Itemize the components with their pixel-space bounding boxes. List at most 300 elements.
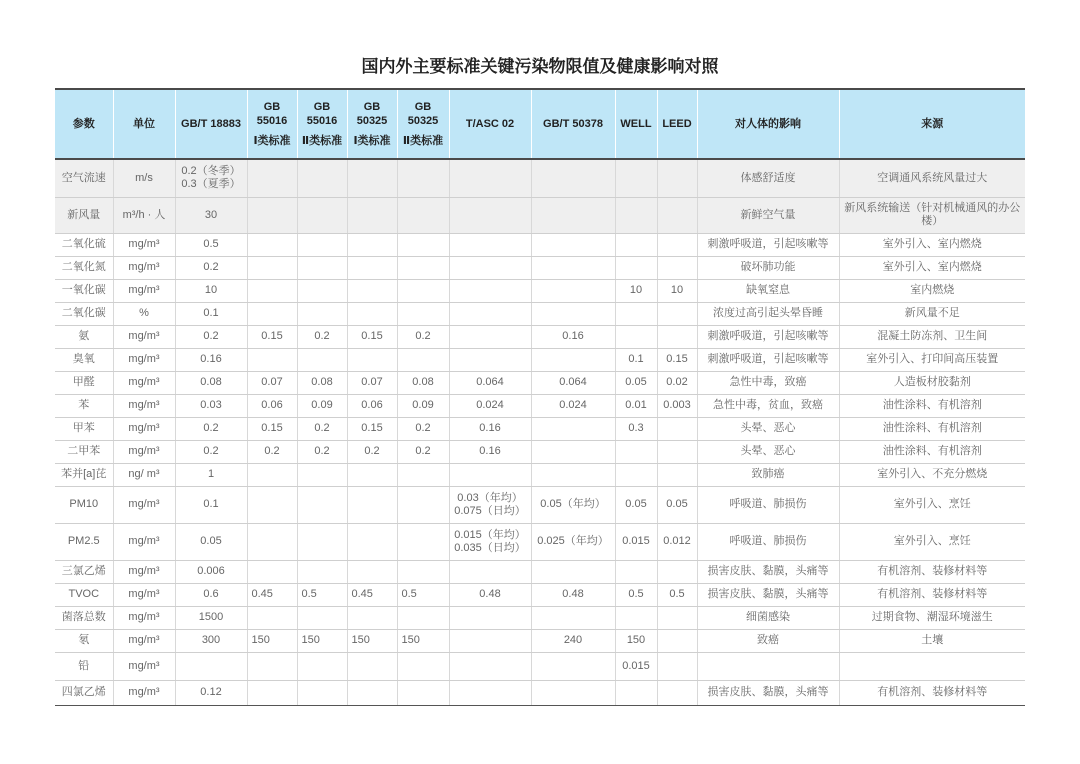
cell-gbt50378: 240 — [531, 629, 615, 652]
cell-well — [615, 680, 657, 705]
col-header-gb55016-1 — [247, 89, 297, 159]
col-header-sublabel: Ⅱ类标准 — [301, 135, 343, 147]
cell-source: 室外引入、打印间高压装置 — [839, 348, 1025, 371]
cell-source: 有机溶剂、装修材料等 — [839, 583, 1025, 606]
col-header-tasc02: T/ASC 02 — [449, 89, 531, 159]
cell-leed — [657, 463, 697, 486]
col-header-label: GB 50325 — [356, 101, 388, 127]
table-row — [55, 523, 1025, 560]
cell-unit: mg/m³ — [113, 680, 175, 705]
cell-param: 氨 — [55, 325, 113, 348]
cell-gb55016-1 — [247, 233, 297, 256]
cell-gb55016-2 — [297, 463, 347, 486]
cell-well: 150 — [615, 629, 657, 652]
cell-gb55016-1: 0.45 — [247, 583, 297, 606]
cell-well: 0.05 — [615, 486, 657, 523]
table-row — [55, 371, 1025, 394]
cell-leed — [657, 325, 697, 348]
cell-source: 油性涂料、有机溶剂 — [839, 440, 1025, 463]
cell-source: 室外引入、烹饪 — [839, 523, 1025, 560]
cell-gb55016-2 — [297, 652, 347, 680]
cell-tasc02 — [449, 197, 531, 233]
cell-gb55016-1: 0.15 — [247, 325, 297, 348]
cell-unit: m/s — [113, 159, 175, 197]
cell-gb55016-2 — [297, 523, 347, 560]
cell-gbt50378 — [531, 159, 615, 197]
cell-gb50325-1 — [347, 348, 397, 371]
cell-param: 臭氧 — [55, 348, 113, 371]
col-header-well: WELL — [615, 89, 657, 159]
cell-gb50325-2 — [397, 348, 449, 371]
cell-gb55016-2 — [297, 348, 347, 371]
cell-source: 空调通风系统风量过大 — [839, 159, 1025, 197]
cell-source: 过期食物、潮湿环境滋生 — [839, 606, 1025, 629]
cell-gb50325-1 — [347, 233, 397, 256]
cell-param: 三氯乙烯 — [55, 560, 113, 583]
cell-well — [615, 560, 657, 583]
cell-gbt50378: 0.025（年均） — [531, 523, 615, 560]
cell-gb50325-1: 0.06 — [347, 394, 397, 417]
cell-gb55016-1 — [247, 463, 297, 486]
cell-param: 苯并[a]芘 — [55, 463, 113, 486]
cell-gb50325-1 — [347, 652, 397, 680]
cell-gb50325-1 — [347, 159, 397, 197]
cell-gb50325-2 — [397, 279, 449, 302]
cell-unit: mg/m³ — [113, 560, 175, 583]
cell-well — [615, 256, 657, 279]
cell-well — [615, 606, 657, 629]
cell-unit: m³/h · 人 — [113, 197, 175, 233]
cell-gb55016-1: 150 — [247, 629, 297, 652]
col-header-gbt18883: GB/T 18883 — [175, 89, 247, 159]
cell-tasc02: 0.16 — [449, 440, 531, 463]
cell-gb50325-2 — [397, 652, 449, 680]
cell-tasc02 — [449, 560, 531, 583]
cell-gbt18883: 0.2 — [175, 440, 247, 463]
col-header-sublabel: Ⅰ类标准 — [353, 135, 391, 147]
cell-param: 二氧化碳 — [55, 302, 113, 325]
cell-gb55016-2: 0.5 — [297, 583, 347, 606]
cell-effect: 致肺癌 — [697, 463, 839, 486]
cell-param: TVOC — [55, 583, 113, 606]
cell-param: 菌落总数 — [55, 606, 113, 629]
cell-leed — [657, 652, 697, 680]
cell-effect: 破坏肺功能 — [697, 256, 839, 279]
cell-gb50325-2: 0.08 — [397, 371, 449, 394]
cell-gb50325-2: 0.2 — [397, 440, 449, 463]
cell-unit: mg/m³ — [113, 348, 175, 371]
cell-source: 新风系统输送（针对机械通风的办公楼） — [839, 197, 1025, 233]
cell-effect: 新鲜空气量 — [697, 197, 839, 233]
cell-gb50325-1: 0.07 — [347, 371, 397, 394]
cell-source: 新风量不足 — [839, 302, 1025, 325]
cell-param: 新风量 — [55, 197, 113, 233]
cell-gb50325-1 — [347, 279, 397, 302]
table-row — [55, 159, 1025, 197]
cell-gb50325-2: 0.5 — [397, 583, 449, 606]
cell-effect: 浓度过高引起头晕昏睡 — [697, 302, 839, 325]
cell-gbt50378 — [531, 560, 615, 583]
cell-gb55016-1 — [247, 606, 297, 629]
cell-gb50325-2 — [397, 560, 449, 583]
cell-param: 铅 — [55, 652, 113, 680]
cell-gbt18883 — [175, 652, 247, 680]
cell-gb55016-1 — [247, 256, 297, 279]
cell-leed: 0.02 — [657, 371, 697, 394]
cell-source: 土壤 — [839, 629, 1025, 652]
cell-source: 室内燃烧 — [839, 279, 1025, 302]
cell-gbt18883: 1500 — [175, 606, 247, 629]
cell-tasc02 — [449, 279, 531, 302]
cell-leed: 0.15 — [657, 348, 697, 371]
cell-source: 混凝土防冻剂、卫生间 — [839, 325, 1025, 348]
page-title: 国内外主要标准关键污染物限值及健康影响对照 — [361, 57, 719, 77]
table-row — [55, 629, 1025, 652]
cell-gb55016-2 — [297, 680, 347, 705]
cell-unit: mg/m³ — [113, 606, 175, 629]
col-header-gb55016-2 — [297, 89, 347, 159]
cell-gbt50378 — [531, 256, 615, 279]
cell-gb55016-1: 0.2 — [247, 440, 297, 463]
cell-unit: mg/m³ — [113, 325, 175, 348]
cell-gb50325-1 — [347, 523, 397, 560]
cell-tasc02 — [449, 680, 531, 705]
cell-param: 二甲苯 — [55, 440, 113, 463]
cell-gb50325-2 — [397, 159, 449, 197]
cell-gbt18883: 0.05 — [175, 523, 247, 560]
col-header-unit: 单位 — [113, 89, 175, 159]
cell-well: 0.01 — [615, 394, 657, 417]
cell-gbt50378: 0.024 — [531, 394, 615, 417]
col-header-gb50325-1 — [347, 89, 397, 159]
cell-gb50325-1 — [347, 302, 397, 325]
table-row — [55, 652, 1025, 680]
table-row — [55, 486, 1025, 523]
cell-well — [615, 159, 657, 197]
cell-gb50325-1 — [347, 560, 397, 583]
cell-param: 甲苯 — [55, 417, 113, 440]
cell-well: 0.015 — [615, 652, 657, 680]
cell-effect: 细菌感染 — [697, 606, 839, 629]
cell-tasc02 — [449, 463, 531, 486]
cell-gb55016-2 — [297, 256, 347, 279]
table-row — [55, 560, 1025, 583]
cell-source: 室外引入、室内燃烧 — [839, 256, 1025, 279]
cell-gb50325-1 — [347, 197, 397, 233]
cell-gb55016-2 — [297, 486, 347, 523]
cell-gb50325-2: 0.2 — [397, 417, 449, 440]
cell-gbt18883: 10 — [175, 279, 247, 302]
cell-gb55016-1 — [247, 159, 297, 197]
cell-tasc02 — [449, 159, 531, 197]
cell-gbt18883: 0.03 — [175, 394, 247, 417]
cell-gb50325-2: 150 — [397, 629, 449, 652]
cell-leed — [657, 417, 697, 440]
cell-unit: mg/m³ — [113, 394, 175, 417]
cell-unit: mg/m³ — [113, 440, 175, 463]
col-header-label: GB 55016 — [256, 101, 288, 127]
cell-gb55016-1: 0.07 — [247, 371, 297, 394]
table-row — [55, 197, 1025, 233]
cell-tasc02: 0.024 — [449, 394, 531, 417]
cell-well — [615, 325, 657, 348]
cell-leed: 0.003 — [657, 394, 697, 417]
col-header-gb50325-2 — [397, 89, 449, 159]
cell-gbt50378: 0.16 — [531, 325, 615, 348]
cell-gbt18883: 0.006 — [175, 560, 247, 583]
cell-gb55016-2: 0.08 — [297, 371, 347, 394]
cell-gb50325-1: 150 — [347, 629, 397, 652]
cell-gb50325-2 — [397, 523, 449, 560]
cell-source: 有机溶剂、装修材料等 — [839, 680, 1025, 705]
cell-tasc02 — [449, 606, 531, 629]
cell-gbt50378 — [531, 440, 615, 463]
cell-param: 四氯乙烯 — [55, 680, 113, 705]
cell-well: 0.05 — [615, 371, 657, 394]
cell-tasc02 — [449, 233, 531, 256]
cell-tasc02: 0.015（年均） 0.035（日均） — [449, 523, 531, 560]
table-header-row — [55, 89, 1025, 159]
cell-gbt18883: 1 — [175, 463, 247, 486]
cell-effect: 急性中毒，致癌 — [697, 371, 839, 394]
cell-leed — [657, 233, 697, 256]
cell-tasc02: 0.48 — [449, 583, 531, 606]
cell-param: 二氧化氮 — [55, 256, 113, 279]
cell-gb55016-1 — [247, 348, 297, 371]
standards-table — [55, 88, 1025, 706]
cell-effect: 刺激呼吸道，引起咳嗽等 — [697, 325, 839, 348]
cell-source: 室外引入、烹饪 — [839, 486, 1025, 523]
cell-param: 二氧化硫 — [55, 233, 113, 256]
table-row — [55, 233, 1025, 256]
cell-leed — [657, 302, 697, 325]
cell-gb55016-2: 0.2 — [297, 440, 347, 463]
cell-source: 油性涂料、有机溶剂 — [839, 417, 1025, 440]
cell-effect: 急性中毒，贫血，致癌 — [697, 394, 839, 417]
cell-gb50325-1: 0.45 — [347, 583, 397, 606]
cell-leed — [657, 606, 697, 629]
cell-gb55016-2 — [297, 159, 347, 197]
cell-gbt18883: 0.2 — [175, 417, 247, 440]
cell-leed — [657, 560, 697, 583]
cell-effect: 损害皮肤、黏膜，头痛等 — [697, 583, 839, 606]
cell-gbt50378 — [531, 417, 615, 440]
cell-gbt50378 — [531, 652, 615, 680]
cell-effect: 头晕、恶心 — [697, 417, 839, 440]
cell-param: PM2.5 — [55, 523, 113, 560]
cell-tasc02 — [449, 652, 531, 680]
cell-gbt50378: 0.48 — [531, 583, 615, 606]
cell-gbt50378 — [531, 302, 615, 325]
cell-gbt50378 — [531, 197, 615, 233]
cell-param: PM10 — [55, 486, 113, 523]
cell-gb50325-1 — [347, 486, 397, 523]
cell-tasc02 — [449, 348, 531, 371]
cell-well: 0.5 — [615, 583, 657, 606]
col-header-param: 参数 — [55, 89, 113, 159]
cell-gb55016-1: 0.15 — [247, 417, 297, 440]
cell-gbt50378 — [531, 233, 615, 256]
cell-gbt50378 — [531, 606, 615, 629]
cell-effect: 体感舒适度 — [697, 159, 839, 197]
cell-unit: mg/m³ — [113, 486, 175, 523]
cell-gbt18883: 0.12 — [175, 680, 247, 705]
table-row — [55, 680, 1025, 705]
cell-gb55016-1 — [247, 680, 297, 705]
cell-gb50325-1: 0.15 — [347, 325, 397, 348]
cell-unit: mg/m³ — [113, 233, 175, 256]
cell-gbt18883: 0.5 — [175, 233, 247, 256]
cell-gb55016-2 — [297, 560, 347, 583]
cell-gb50325-2: 0.09 — [397, 394, 449, 417]
col-header-sublabel: Ⅱ类标准 — [402, 135, 444, 147]
cell-param: 甲醛 — [55, 371, 113, 394]
cell-gb55016-2 — [297, 606, 347, 629]
table-row — [55, 394, 1025, 417]
cell-leed — [657, 680, 697, 705]
cell-unit: mg/m³ — [113, 652, 175, 680]
cell-gb55016-2 — [297, 302, 347, 325]
cell-gbt18883: 0.08 — [175, 371, 247, 394]
cell-gb50325-2: 0.2 — [397, 325, 449, 348]
cell-tasc02: 0.16 — [449, 417, 531, 440]
cell-gb50325-1 — [347, 256, 397, 279]
cell-gb50325-2 — [397, 197, 449, 233]
cell-gbt50378: 0.05（年均） — [531, 486, 615, 523]
cell-tasc02 — [449, 256, 531, 279]
table-row — [55, 302, 1025, 325]
cell-gb50325-2 — [397, 486, 449, 523]
cell-gb50325-1 — [347, 463, 397, 486]
cell-gb55016-2 — [297, 197, 347, 233]
cell-well — [615, 302, 657, 325]
cell-gb55016-2: 150 — [297, 629, 347, 652]
cell-gbt50378 — [531, 279, 615, 302]
cell-tasc02 — [449, 302, 531, 325]
cell-gb55016-1 — [247, 652, 297, 680]
cell-well: 10 — [615, 279, 657, 302]
cell-well — [615, 440, 657, 463]
cell-gb55016-2 — [297, 233, 347, 256]
cell-gb55016-1 — [247, 560, 297, 583]
cell-gb55016-2: 0.2 — [297, 325, 347, 348]
cell-unit: mg/m³ — [113, 583, 175, 606]
cell-leed: 0.012 — [657, 523, 697, 560]
cell-gb55016-1 — [247, 279, 297, 302]
cell-gbt18883: 0.1 — [175, 302, 247, 325]
col-header-sublabel: Ⅰ类标准 — [253, 135, 291, 147]
cell-gbt18883: 30 — [175, 197, 247, 233]
cell-gbt18883: 0.2 — [175, 325, 247, 348]
cell-unit: mg/m³ — [113, 371, 175, 394]
table-row — [55, 325, 1025, 348]
cell-gb55016-2: 0.2 — [297, 417, 347, 440]
table-body — [55, 159, 1025, 705]
cell-gb50325-2 — [397, 606, 449, 629]
cell-gb50325-2 — [397, 256, 449, 279]
cell-well: 0.3 — [615, 417, 657, 440]
cell-gb55016-2: 0.09 — [297, 394, 347, 417]
table-row — [55, 440, 1025, 463]
cell-leed: 0.5 — [657, 583, 697, 606]
cell-gb50325-2 — [397, 302, 449, 325]
cell-tasc02: 0.064 — [449, 371, 531, 394]
cell-param: 苯 — [55, 394, 113, 417]
cell-gb50325-1: 0.15 — [347, 417, 397, 440]
cell-effect: 头晕、恶心 — [697, 440, 839, 463]
table-row — [55, 256, 1025, 279]
cell-well — [615, 463, 657, 486]
cell-effect: 刺激呼吸道，引起咳嗽等 — [697, 233, 839, 256]
cell-leed: 0.05 — [657, 486, 697, 523]
cell-source: 室外引入、不充分燃烧 — [839, 463, 1025, 486]
cell-gbt18883: 300 — [175, 629, 247, 652]
cell-leed — [657, 629, 697, 652]
cell-unit: % — [113, 302, 175, 325]
cell-param: 空气流速 — [55, 159, 113, 197]
cell-source: 室外引入、室内燃烧 — [839, 233, 1025, 256]
cell-gb55016-1 — [247, 197, 297, 233]
col-header-effect: 对人体的影响 — [697, 89, 839, 159]
table-row — [55, 417, 1025, 440]
cell-unit: mg/m³ — [113, 417, 175, 440]
cell-gb55016-1 — [247, 302, 297, 325]
cell-unit: mg/m³ — [113, 523, 175, 560]
col-header-gbt50378: GB/T 50378 — [531, 89, 615, 159]
col-header-leed: LEED — [657, 89, 697, 159]
table-row — [55, 279, 1025, 302]
cell-gb55016-1 — [247, 486, 297, 523]
cell-gb50325-2 — [397, 680, 449, 705]
table-row — [55, 348, 1025, 371]
cell-tasc02 — [449, 629, 531, 652]
cell-unit: mg/m³ — [113, 279, 175, 302]
cell-source — [839, 652, 1025, 680]
table-row — [55, 463, 1025, 486]
cell-gb50325-1: 0.2 — [347, 440, 397, 463]
cell-gbt18883: 0.1 — [175, 486, 247, 523]
cell-gb50325-2 — [397, 463, 449, 486]
cell-gb50325-1 — [347, 606, 397, 629]
table-row — [55, 606, 1025, 629]
cell-gb55016-1 — [247, 523, 297, 560]
cell-param: 一氧化碳 — [55, 279, 113, 302]
cell-well — [615, 233, 657, 256]
cell-leed — [657, 159, 697, 197]
cell-leed — [657, 440, 697, 463]
cell-effect: 损害皮肤、黏膜，头痛等 — [697, 680, 839, 705]
cell-effect: 呼吸道、肺损伤 — [697, 523, 839, 560]
cell-gbt18883: 0.2 — [175, 256, 247, 279]
cell-well: 0.015 — [615, 523, 657, 560]
cell-gb55016-1: 0.06 — [247, 394, 297, 417]
col-header-label: GB 50325 — [407, 101, 439, 127]
cell-gb50325-1 — [347, 680, 397, 705]
cell-gbt50378 — [531, 348, 615, 371]
cell-source: 油性涂料、有机溶剂 — [839, 394, 1025, 417]
cell-source: 人造板材胶黏剂 — [839, 371, 1025, 394]
cell-leed — [657, 197, 697, 233]
cell-gbt50378 — [531, 680, 615, 705]
cell-gbt18883: 0.16 — [175, 348, 247, 371]
cell-effect: 损害皮肤、黏膜，头痛等 — [697, 560, 839, 583]
cell-effect — [697, 652, 839, 680]
col-header-source: 来源 — [839, 89, 1025, 159]
cell-leed — [657, 256, 697, 279]
col-header-label: GB 55016 — [306, 101, 338, 127]
cell-gbt50378: 0.064 — [531, 371, 615, 394]
cell-source: 有机溶剂、装修材料等 — [839, 560, 1025, 583]
